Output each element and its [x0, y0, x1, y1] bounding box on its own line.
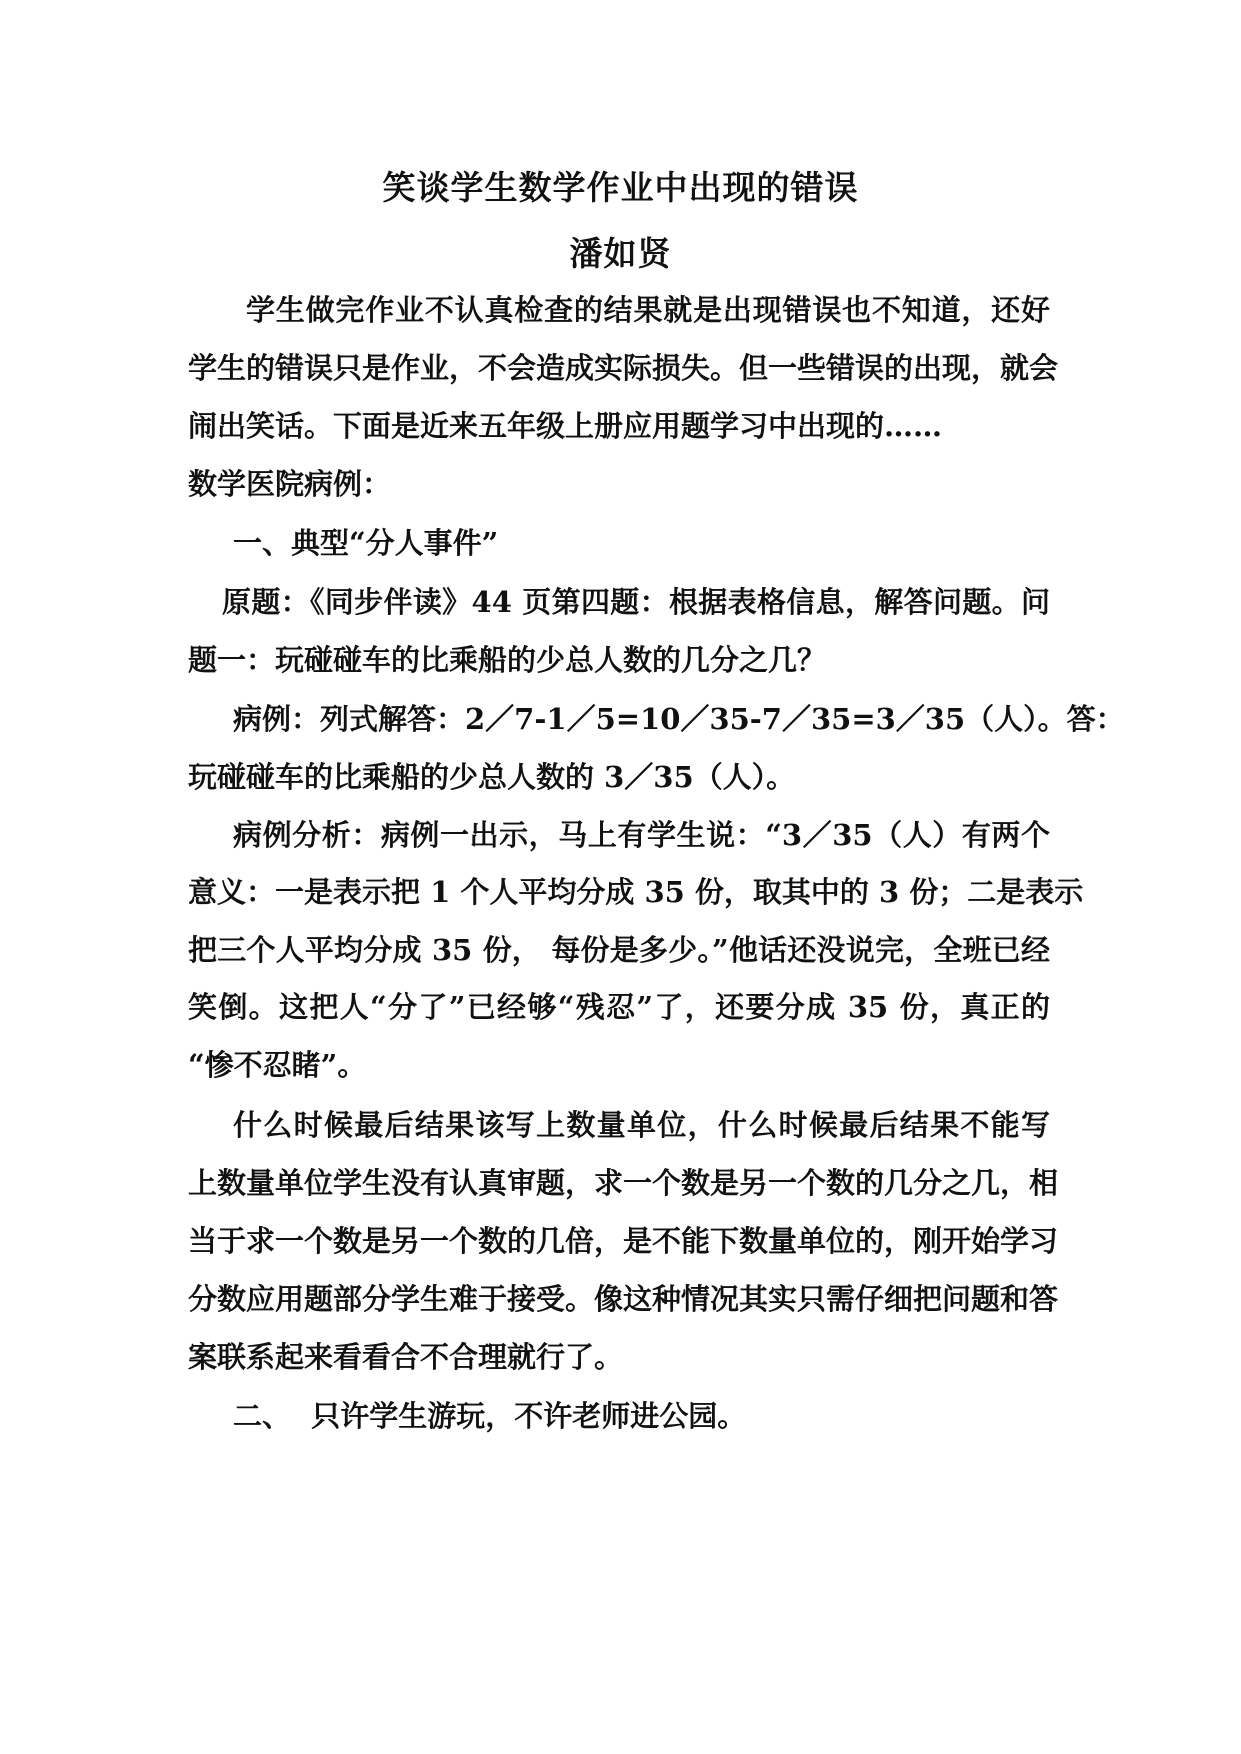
paragraph-line: 原题：《同步伴读》44 页第四题：根据表格信息，解答问题。问: [222, 585, 1050, 619]
paragraph-line: 闹出笑话。下面是近来五年级上册应用题学习中出现的……: [188, 409, 943, 443]
paragraph-line: 分数应用题部分学生难于接受。像这种情况其实只需仔细把问题和答: [188, 1282, 1059, 1316]
paragraph-line: 案联系起来看看合不合理就行了。: [188, 1340, 624, 1374]
paragraph-line: 当于求一个数是另一个数的几倍，是不能下数量单位的，刚开始学习: [188, 1224, 1059, 1258]
paragraph-line: 把三个人平均分成 35 份， 每份是多少。”他话还没说完，全班已经: [188, 933, 1050, 967]
paragraph-line: 什么时候最后结果该写上数量单位，什么时候最后结果不能写: [233, 1108, 1050, 1142]
author-name: 潘如贤: [569, 234, 672, 273]
paragraph-line: 学生的错误只是作业，不会造成实际损失。但一些错误的出现，就会: [188, 351, 1059, 385]
paragraph-line: 上数量单位学生没有认真审题，求一个数是另一个数的几分之几，相: [188, 1166, 1059, 1200]
paragraph-line: 玩碰碰车的比乘船的少总人数的 3／35（人）。: [188, 760, 796, 794]
section-heading: 一、典型“分人事件”: [233, 526, 499, 560]
paragraph-line: 病例：列式解答：2／7-1／5=10／35-7／35=3／35（人）。答：: [233, 702, 1125, 736]
paragraph-line: 题一：玩碰碰车的比乘船的少总人数的几分之几？: [188, 643, 827, 677]
article-title: 笑谈学生数学作业中出现的错误: [382, 168, 859, 207]
paragraph-line: 笑倒。这把人“分了”已经够“残忍”了，还要分成 35 份，真正的: [188, 990, 1050, 1024]
section-heading: 二、 只许学生游玩，不许老师进公园。: [233, 1399, 747, 1433]
paragraph-line: 意义：一是表示把 1 个人平均分成 35 份，取其中的 3 份；二是表示: [188, 875, 1084, 909]
paragraph-line: 学生做完作业不认真检查的结果就是出现错误也不知道，还好: [246, 293, 1050, 327]
section-heading: 数学医院病例：: [188, 467, 392, 501]
paragraph-line: 病例分析：病例一出示，马上有学生说：“3／35（人）有两个: [233, 818, 1050, 852]
paragraph-line: “惨不忍睹”。: [188, 1048, 367, 1082]
